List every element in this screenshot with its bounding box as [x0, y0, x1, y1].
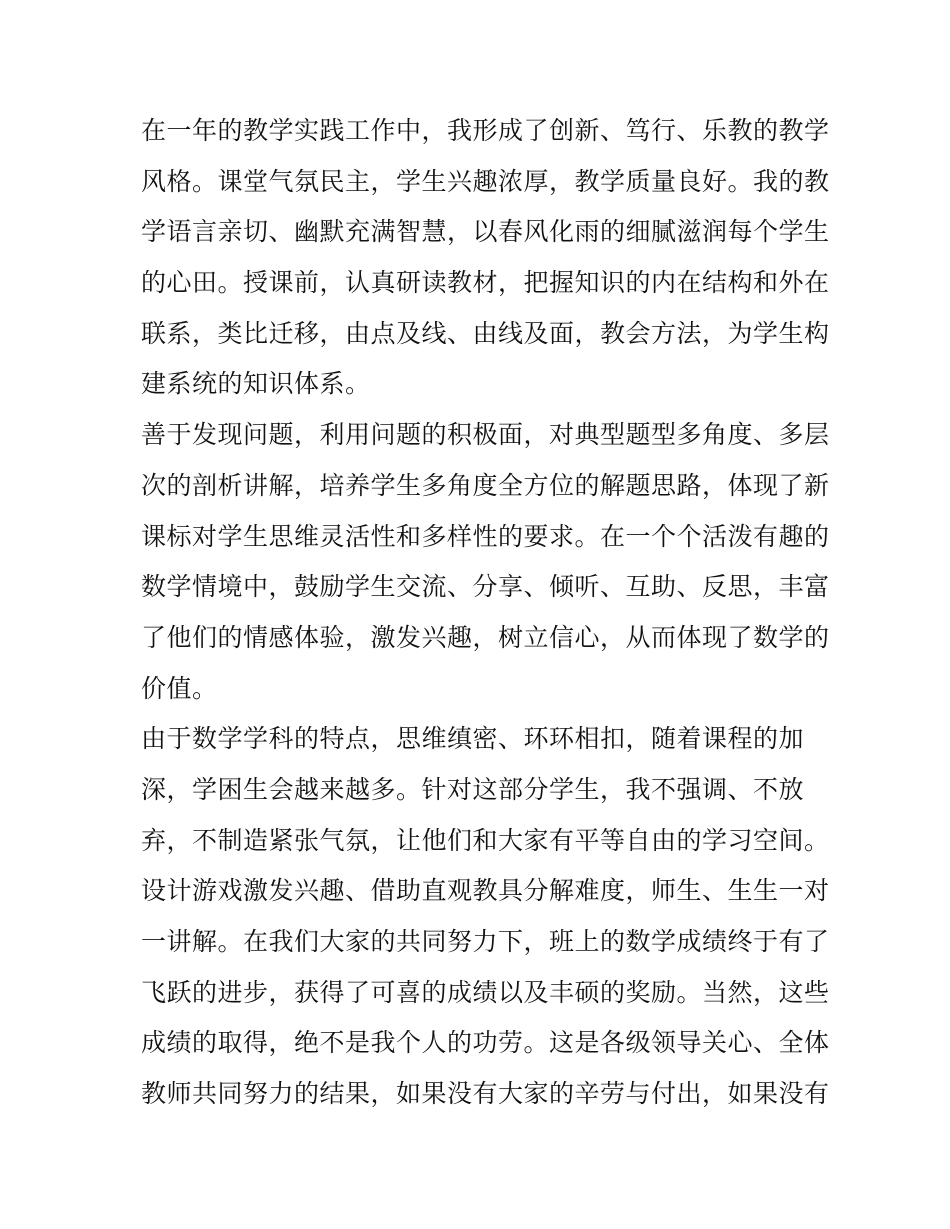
- text-line: 学语言亲切、幽默充满智慧，以春风化雨的细腻滋润每个学生: [141, 217, 830, 247]
- text-line: 联系，类比迁移，由点及线、由线及面，教会方法，为学生构: [141, 318, 830, 348]
- text-line: 数学情境中，鼓励学生交流、分享、倾听、互助、反思，丰富: [141, 572, 830, 602]
- text-line: 一讲解。在我们大家的共同努力下，班上的数学成绩终于有了: [141, 927, 830, 956]
- text-line: 深，学困生会越来越多。针对这部分学生，我不强调、不放: [141, 774, 805, 804]
- text-line: 设计游戏激发兴趣、借助直观教具分解难度，师生、生生一对: [141, 876, 830, 906]
- text-line: 次的剖析讲解，培养学生多角度全方位的解题思路，体现了新: [141, 470, 830, 500]
- text-line: 课标对学生思维灵活性和多样性的要求。在一个个活泼有趣的: [141, 521, 830, 551]
- text-line: 教师共同努力的结果，如果没有大家的辛劳与付出，如果没有: [141, 1079, 830, 1109]
- text-line: 善于发现问题，利用问题的积极面，对典型题型多角度、多层: [141, 420, 830, 450]
- text-line: 建系统的知识体系。: [141, 369, 371, 399]
- text-line: 价值。: [141, 673, 218, 703]
- text-line: 飞跃的进步，获得了可喜的成绩以及丰硕的奖励。当然，这些: [141, 977, 830, 1007]
- text-line: 了他们的情感体验，激发兴趣，树立信心，从而体现了数学的: [141, 622, 830, 652]
- text-line: 风格。课堂气氛民主，学生兴趣浓厚，教学质量良好。我的教: [141, 166, 830, 196]
- text-line: 由于数学学科的特点，思维缜密、环环相扣，随着课程的加: [141, 724, 805, 754]
- text-line: 在一年的教学实践工作中，我形成了创新、笃行、乐教的教学: [141, 116, 830, 145]
- text-line: 弃，不制造紧张气氛，让他们和大家有平等自由的学习空间。: [141, 825, 830, 855]
- body-text: [141, 106, 830, 1120]
- text-line: 的心田。授课前，认真研读教材，把握知识的内在结构和外在: [141, 268, 830, 298]
- text-line: 成绩的取得，绝不是我个人的功劳。这是各级领导关心、全体: [141, 1028, 830, 1058]
